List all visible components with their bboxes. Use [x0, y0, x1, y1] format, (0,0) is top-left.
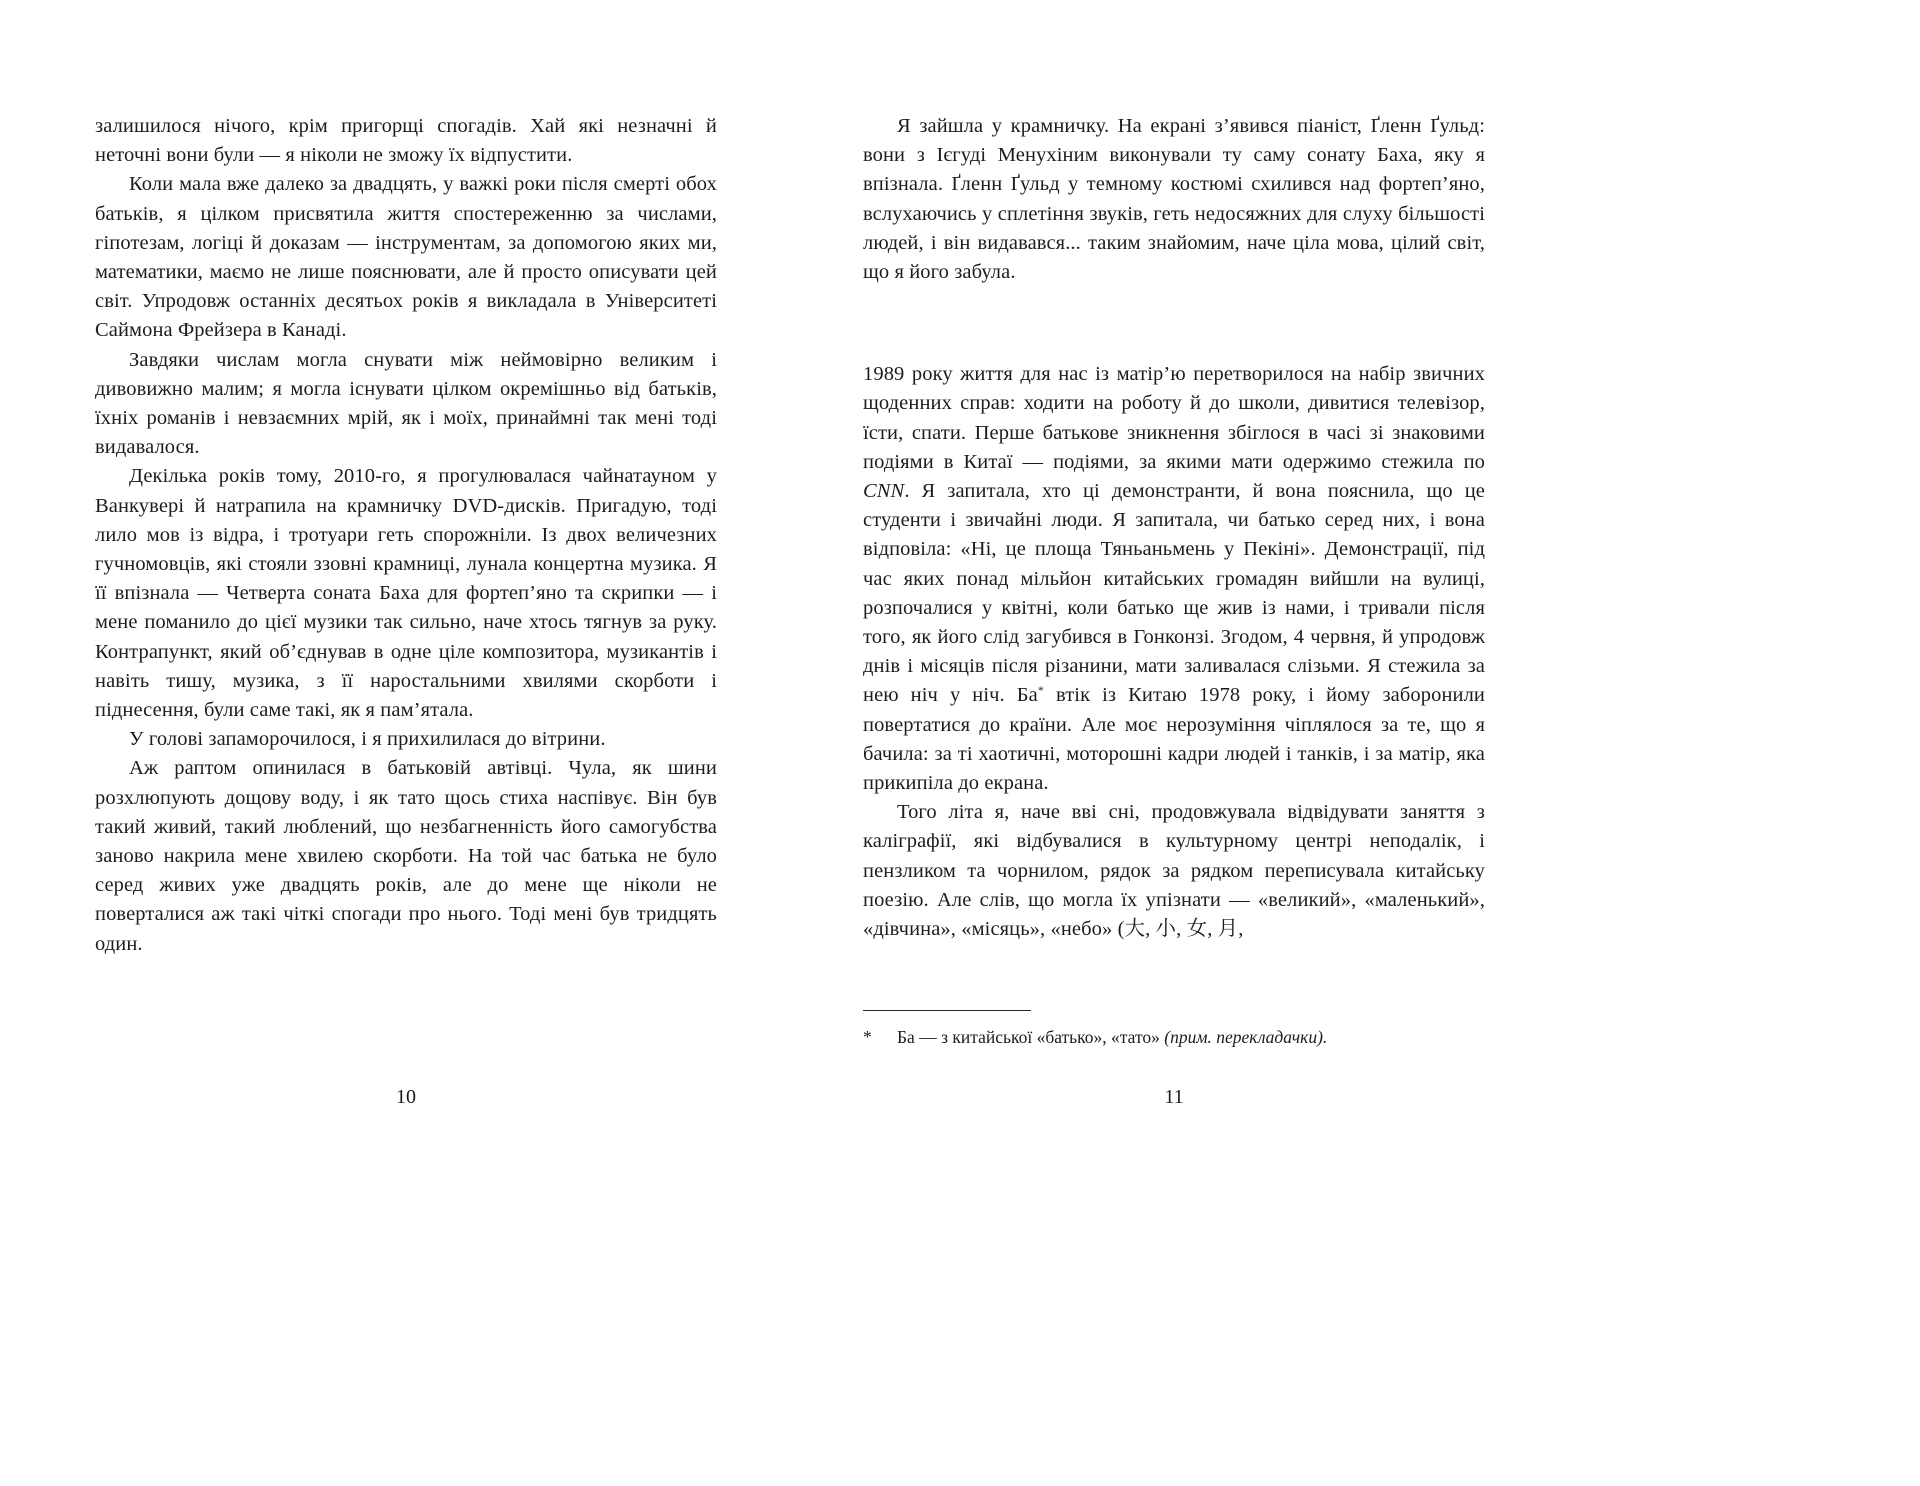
footnote-text: Ба — з китайської «батько», «тато» — [897, 1027, 1165, 1047]
paragraph: Аж раптом опинилася в батьковій автівці. Чула, як шини розхлюпують дощову воду, і як тато щось стиха наспівує. Він був такий живий, такий люблений, що незбагненність його самогубства заново накрила мене хвилею скорботи. На той час батька не було серед живих уже двадцять років, але до мене ще ніколи не поверталися аж такі чіткі спогади про нього. Тоді мені був тридцять один. — [95, 757, 717, 955]
footnote-separator-rule — [863, 1010, 1031, 1011]
paragraph — [863, 360, 1485, 798]
paragraph-text: втік із Китаю 1978 року, і йому заборонили повертатися до країни. Але моє нерозуміння чіплялося за те, що я бачила: за ті хаотичні, моторошні кадри людей і танків, і за матір, яка прикипіла до екрана. — [863, 684, 1485, 795]
paragraph: залишилося нічого, крім пригорщі спогадів. Хай які незначні й неточні вони були — я ніколи не зможу їх відпустити. — [95, 115, 717, 167]
paragraph: Я зайшла у крамничку. На екрані з’явився піаніст, Ґленн Ґульд: вони з Ієгуді Менухіним виконували ту саму сонату Баха, яку я впізнала. Ґленн Ґульд у темному костюмі схилився над фортеп’яно, вслухаючись у сплетіння звуків, геть недосяжних для слуху більшості людей, і він видавався... таким знайомим, наче ціла мова, цілий світ, що я його забула. — [863, 115, 1485, 284]
page-right — [863, 112, 1485, 1212]
footnote-block — [863, 1010, 1485, 1049]
paragraph: Того літа я, наче вві сні, продовжувала відвідувати заняття з каліграфії, які відбувалися в культурному центрі неподалік, і пензликом та чорнилом, рядок за рядком переписувала китайську поезію. Але слів, що могла їх упізнати — «великий», «маленький», «дівчина», «місяць», «небо» (大, 小, 女, 月, — [863, 801, 1485, 941]
page-number-left: 10 — [396, 1086, 416, 1108]
paragraph-text: . Я запитала, хто ці демонстранти, й вона пояснила, що це студенти і звичайні люди. Я запитала, чи батько серед них, і вона відповіла: «Ні, це площа Тяньаньмень у Пекіні». Демонстрації, під час яких понад мільйон китайських громадян вийшли на вулиці, розпочалися у квітні, коли батько ще жив із нами, і тривали після того, як його слід загубився в Гонконзі. Згодом, 4 червня, й упродовж днів і місяців після різанини, мати заливалася слізьми. Я стежила за нею ніч у ніч. Ба — [863, 480, 1485, 707]
cnn-italic-text: CNN — [863, 480, 905, 503]
page-number-right: 11 — [1164, 1086, 1184, 1108]
footnote-translator-note: (прим. перекладачки). — [1164, 1027, 1328, 1047]
paragraph: Декілька років тому, 2010-го, я прогулювалася чайнатауном у Ванкувері й натрапила на крамничку DVD-дисків. Пригадую, тоді лило мов із відра, і тротуари геть спорожніли. Із двох величезних гучномовців, які стояли ззовні крамниці, лунала концертна музика. Я її впізнала — Четверта соната Баха для фортеп’яно та скрипки — і мене поманило до цієї музики так сильно, наче хтось тягнув за руку. Контрапункт, який об’єднував в одне ціле композитора, музикантів і навіть тишу, музика, з її наростальними хвилями скорботи і піднесення, були саме такі, як я пам’ятала. — [95, 465, 717, 722]
paragraph: Коли мала вже далеко за двадцять, у важкі роки після смерті обох батьків, я цілком присвятила життя спостереженню за числами, гіпотезам, логіці й доказам — інструментам, за допомогою яких ми, математики, маємо не лише пояснювати, але й просто описувати цей світ. Упродовж останніх десятьох років я викладала в Університеті Саймона Фрейзера в Канаді. — [95, 173, 717, 342]
paragraph: У голові запаморочилося, і я прихилилася до вітрини. — [129, 728, 606, 751]
paragraph-text: 1989 року життя для нас із матір’ю перетворилося на набір звичних щоденних справ: ходити на роботу й до школи, дивитися телевізор, їсти, спати. Перше батькове зникнення збіглося в часі зі знаковими подіями в Китаї — подіями, за якими мати одержимо стежила по — [863, 363, 1485, 473]
footnote — [863, 1025, 1485, 1049]
footnote-reference-marker: * — [1037, 683, 1044, 698]
footnote-marker: * — [863, 1027, 872, 1047]
paragraph: Завдяки числам могла снувати між неймовірно великим і дивовижно малим; я могла існувати цілком окремішньо від батьків, їхніх романів і невзаємних мрій, як і моїх, принаймні так мені тоді видавалося. — [95, 348, 717, 459]
page-left — [95, 112, 717, 1212]
